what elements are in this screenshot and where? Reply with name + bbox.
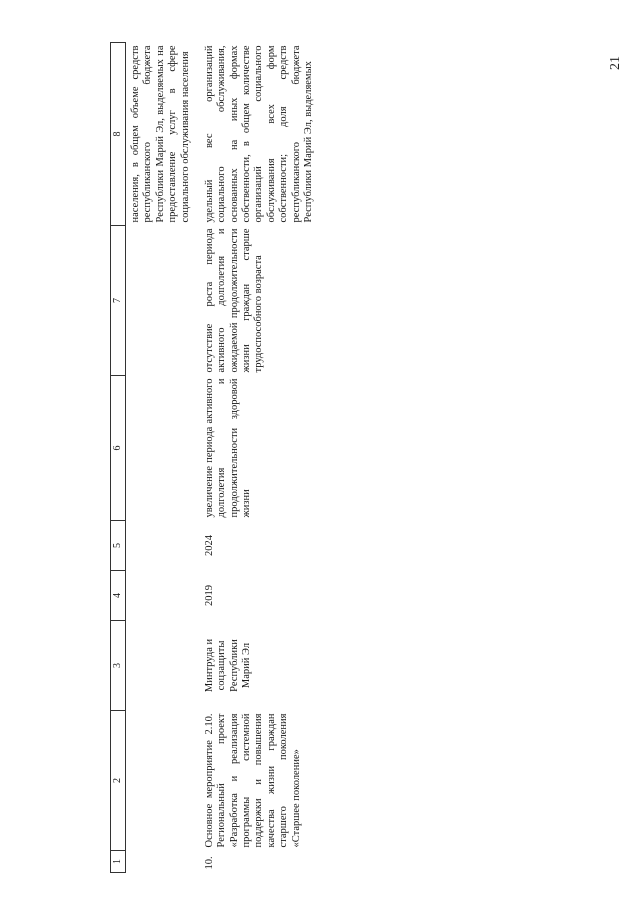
- table-row: [202, 43, 317, 873]
- col-header-6: 6: [111, 376, 126, 521]
- col-header-1: 1: [111, 851, 126, 873]
- executor: Минтруда и соцзащиты Республики Марий Эл: [203, 638, 252, 693]
- start-year: 2019: [203, 585, 215, 606]
- col-header-7: 7: [111, 226, 126, 376]
- consequences: отсутствие роста периода активного долголетия и ожидаемой продолжительности жизни граждан старше трудоспособного возраста: [203, 228, 265, 373]
- col-header-8: 8: [111, 43, 126, 226]
- col-header-4: 4: [111, 571, 126, 621]
- column-number-row: [111, 43, 126, 873]
- row-number: 10.: [203, 856, 215, 870]
- measures-table: [110, 42, 317, 873]
- measure-name: Основное мероприятие 2.10. Региональный проект «Разработка и реализация программы системной поддержки и повышения качества жизни граждан старшего поколения «Старшее поколение»: [203, 713, 302, 848]
- col-header-3: 3: [111, 621, 126, 711]
- end-year: 2024: [203, 535, 215, 556]
- continuation-indicator: населения, в общем объеме средств республиканского бюджета Республики Марий Эл, выделяемых на предоставление услуг в сфере социального обслуживания населения: [130, 45, 191, 223]
- continuation-row: [126, 43, 202, 873]
- page-number: 21: [608, 56, 623, 70]
- rotated-table-wrapper: [110, 13, 540, 873]
- col-header-2: 2: [111, 711, 126, 851]
- indicator: удельный вес организаций социального обслуживания, основанных на иных формах собственности, в общем количестве организаций социального обслуживания всех форм собственности; доля средств республиканского бюджета Республики Марий Эл, выделяемых: [203, 45, 314, 223]
- expected-result: увеличение периода активного долголетия и продолжительности здоровой жизни: [203, 378, 252, 518]
- col-header-5: 5: [111, 521, 126, 571]
